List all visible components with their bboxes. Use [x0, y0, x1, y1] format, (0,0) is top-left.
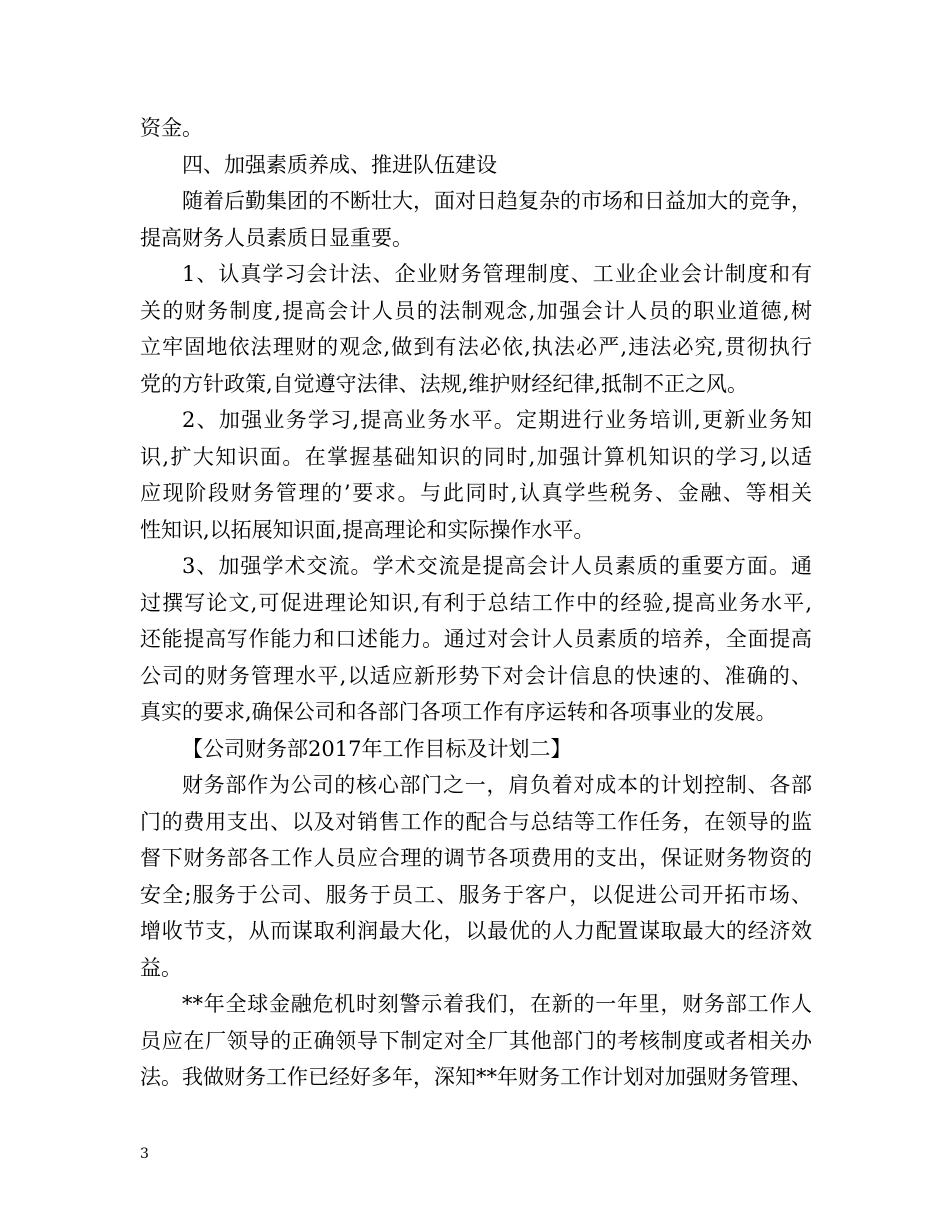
text-line: 关的财务制度,提高会计人员的法制观念,加强会计人员的职业道德,树 [140, 298, 812, 323]
text-line: 还能提高写作能力和口述能力。通过对会计人员素质的培养，全面提高 [140, 627, 812, 651]
text-line: 门的费用支出、以及对销售工作的配合与总结等工作任务，在领导的监 [140, 809, 812, 834]
text-line: 提高财务人员素质日显重要。 [140, 225, 413, 250]
text-line: 1、认真学习会计法、企业财务管理制度、工业企业会计制度和有 [182, 262, 812, 286]
text-line: 安全;服务于公司、服务于员工、服务于客户，以促进公司开拓市场、 [140, 882, 812, 907]
text-line: 资金。 [140, 116, 203, 140]
text-line: 法。我做财务工作已经好多年，深知**年财务工作计划对加强财务管理、 [140, 1065, 812, 1089]
text-line: 过撰写论文,可促进理论知识,有利于总结工作中的经验,提高业务水平, [140, 590, 812, 615]
text-line: 党的方针政策,自觉遵守法律、法规,维护财经纪律,抵制不正之风。 [140, 371, 749, 396]
text-line: 立牢固地依法理财的观念,做到有法必依,执法必严,违法必究,贯彻执行 [140, 335, 812, 359]
text-line: 性知识,以拓展知识面,提高理论和实际操作水平。 [140, 517, 595, 542]
text-line: 财务部作为公司的核心部门之一，肩负着对成本的计划控制、各部 [182, 773, 812, 797]
text-line: 识,扩大知识面。在掌握基础知识的同时,加强计算机知识的学习,以适 [140, 444, 812, 469]
text-line: 公司的财务管理水平,以适应新形势下对会计信息的快速的、准确的、 [140, 663, 812, 688]
text-line: 增收节支，从而谋取利润最大化，以最优的人力配置谋取最大的经济效 [140, 919, 812, 943]
text-line: 2、加强业务学习,提高业务水平。定期进行业务培训,更新业务知 [182, 408, 812, 432]
text-line: 益。 [140, 955, 182, 980]
text-line: 【公司财务部2017年工作目标及计划二】 [182, 736, 572, 761]
text-line: 3、加强学术交流。学术交流是提高会计人员素质的重要方面。通 [182, 554, 812, 578]
text-line: 督下财务部各工作人员应合理的调节各项费用的支出，保证财务物资的 [140, 846, 812, 870]
page-number: 3 [140, 1146, 149, 1162]
text-line: 真实的要求,确保公司和各部门各项工作有序运转和各项事业的发展。 [140, 700, 777, 724]
document-body [140, 110, 812, 1096]
text-line: 员应在厂领导的正确领导下制定对全厂其他部门的考核制度或者相关办 [140, 1028, 812, 1053]
text-line: 随着后勤集团的不断壮大，面对日趋复杂的市场和日益加大的竞争， [182, 189, 812, 213]
text-line: 四、加强素质养成、推进队伍建设 [182, 152, 497, 177]
text-line: **年全球金融危机时刻警示着我们，在新的一年里，财务部工作人 [182, 992, 812, 1016]
text-line: 应现阶段财务管理的’要求。与此同时,认真学些税务、金融、等相关 [140, 481, 812, 505]
